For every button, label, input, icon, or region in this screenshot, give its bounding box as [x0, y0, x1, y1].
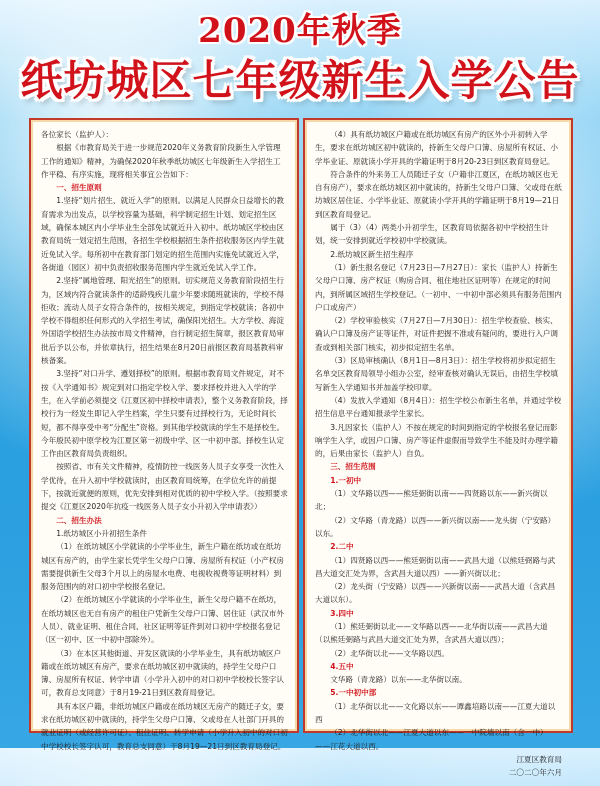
title-announcement: 纸坊城区七年级新生入学公告 — [20, 56, 580, 105]
procedure-step-2: （2）学校审验核实（7月27日—7月30日）：招生学校查验、核实、确认户口簿及房产证等证件，对证件把握不准或有疑问的，要进行入户调查或到相关部门核实，初步拟定招生名单。 — [315, 316, 558, 352]
school-title-yizhong-junior: 5.一中初中部 — [330, 688, 377, 698]
school-range: （2）文华路（青龙路）以西——新兴街以南——龙头街（宁安路）以东。 — [315, 515, 556, 538]
school-range: （1）四贤路以西——熊廷弼街以南——武昌大道（以熊廷弼路与武昌大道交汇处为界，含武昌大道以西）——新兴街以北； — [315, 555, 556, 578]
procedure-heading: 2.纸坊城区新生招生程序 — [330, 249, 414, 259]
intro-paragraph: 根据《市教育局关于进一步规范2020年义务教育阶段新生入学管理工作的通知》精神，为确保2020年秋季纸坊城区七年级新生入学招生工作平稳、有序实施，现将相关事宜公告如下： — [41, 143, 281, 179]
procedure-step-4: （4）发放入学通知（8月4日）：招生学校公布新生名单，并通过学校招生信息平台通知报录学生家长。 — [315, 395, 562, 419]
school-range: （2）北华街以北——文华路以西。 — [330, 648, 449, 658]
section-title-scope: 三、招生范围 — [330, 462, 376, 472]
signature-date: 二〇二〇年六月 — [508, 768, 562, 778]
school-range: （1）北华街以北——文化路以东——谭鑫培路以南——江夏大道以西 — [315, 701, 556, 725]
school-range: （1）熊廷弼街以北——文华路以西——北华街以南——武昌大道（以熊廷弼路与武昌大道交汇处为界，含武昌大道以西）； — [315, 621, 548, 645]
left-content-panel — [29, 118, 299, 751]
migrant-children-condition: 符合条件的外来务工人员随迁子女（户籍非江夏区，在纸坊城区也无自有房产），要求在纸坊城区初中就读的，持新生父母户口簿、父或母在纸坊城区居住证、小学毕业证、原就读小学开具的学籍证明于8月19—21日到区教育局登记。 — [315, 169, 562, 219]
school-range: 文华路（青龙路）以东——北华街以南。 — [330, 675, 467, 685]
school-range: （2）龙头街（宁安路）以西——兴新街以南——武昌大道（含武昌大道以东）。 — [315, 582, 556, 605]
school-title-wuzhong: 4.五中 — [330, 661, 354, 671]
arrangement-note: 属于（3）（4）两类小升初学生，区教育局依据各初中学校招生计划，统一安排到就近学校初中学校就读。 — [315, 223, 549, 246]
right-content-panel — [303, 118, 573, 778]
medical-staff-priority: 按照省、市有关文件精神，疫情防控一线医务人员子女享受一次性入学优待，在升入初中学校就读时，由区教育局统筹，在学位允许的前提下，按就近就便的原则，优先安排到相对优质的初中学校入学。（按照要求提交《江夏区2020年抗疫一线医务人员子女小升初入学申请表》） — [41, 462, 288, 512]
title-year-season: 2020年秋季 — [198, 11, 402, 51]
responsibility-note: 3.凡因家长（监护人）不按在规定的时间到指定的学校报名登记而影响学生入学，或因户口簿、房产等证件虚假而导致学生不能及时办理学籍的，后果由家长（监护人）自负。 — [315, 422, 558, 459]
condition-4: （4）具有纸坊城区户籍或在纸坊城区有房产的区外小升初转入学生，要求在纸坊城区初中就读的，持新生父母户口簿、房屋所有权证、小学毕业证、原就读小学开具的学籍证明于8月20-23日到区教育局登记。 — [315, 130, 558, 166]
greeting: 各位家长（监护人）： — [41, 130, 114, 139]
school-range: （1）文华路以西——熊廷弼街以南——四贤路以东——新兴街以北； — [315, 489, 548, 512]
school-title-erzhong: 2.二中 — [330, 542, 354, 552]
condition-1: （1）在纸坊城区小学就读的小学毕业生，新生户籍在纸坊或在纸坊城区有房产的，由学生家长凭学生父母户口簿、房屋所有权证（小产权房需要提供新生父母3个月以上的房屋水电费、电视收视费等证明材料）到服务范围内的对口初中学校报名登记。 — [41, 542, 284, 592]
school-range: （2）北华街以北——江夏大道以东——一中院墙以南（含一中）——江花大道以西。 — [315, 728, 548, 751]
principle-1: 1.坚持“划片招生、就近入学”的原则。以满足人民群众日益增长的教育需求为出发点，以学校容量为基础，科学制定招生计划、划定招生区域，确保本城区内小学毕业生全部免试就近升入初中。纸坊城区学校由区教育局统一划定招生范围，各招生学校根据招生条件招收服务区内学生就近免试入学。每所初中在教育部门划定的招生范围内实施免试就近入学，各街道（园区）初中负责招收服务范围内学生就近免试入学工作。 — [41, 196, 284, 272]
header — [0, 0, 600, 110]
condition-2: （2）在纸坊城区小学就读的小学毕业生，新生父母户籍不在纸坊，在纸坊城区也无自有房产的租住户凭新生父母户口簿、居住证（武汉市外人员）、就业证明、租住合同、社区证明等证件到对口初中学校报名登记（区一初中、区一中初中部除外）。 — [41, 595, 284, 645]
principle-3: 3.坚持“对口升学、遵划择校”的原则。根据市教育局文件规定，对不按《入学通知书》规定到对口指定学校入学、要求择校并进入入学的学生，在入学前必须提交《江夏区初中择校申请表》，整个义务教育阶段，择校行为一经发生即记入学生档案，学生只要有过择校行为，无论时间长短，都不得享受中考“分配生”资格。到其他学校就读的学生不是择校生。今年殷民初中原学校为江夏区第一初级中学、区一中初中部。择校生认定工作由区教育局负责组织。 — [41, 369, 288, 459]
principle-2: 2.坚持“属地管理、阳光招生”的原则。切实规范义务教育阶段招生行为，区域内符合就读条件的适龄残疾儿童少年要求随班就读的，学校不得拒收；流动人员子女符合条件的，按相关规定，到指定学校就读；各初中学校不得组织任何形式的入学招生考试，确保阳光招生。大方学校、海淀外国语学校招生办法按市局文件精神，自行制定招生简章，报区教育局审批后予以公布，并依章执行，招生结果在8月20日前报区教育局基教科审核备案。 — [41, 276, 284, 366]
section-title-principles: 一、招生原则 — [56, 183, 102, 193]
condition-3-extra: 具有本区户籍，非纸坊城区户籍或在纸坊城区无房产的随迁子女，要求在纸坊城区初中就读的，持学生父母户口簿、父或母在人社部门开具的就业证明（或经营许可证）、租住证明、转学申请（小学升入初中的对口初中学校校长签字认可，教育总支同意）于8月19—21日到区教育局登记。 — [41, 701, 288, 751]
school-title-yichuzhong: 1.一初中 — [330, 475, 362, 485]
school-title-sizhong: 3.四中 — [330, 608, 354, 618]
conditions-heading: 1.纸坊城区小升初招生条件 — [56, 528, 147, 538]
section-title-methods: 二、招生办法 — [56, 515, 102, 525]
condition-3: （3）在本区其他街道、开发区就读的小学毕业生，具有纸坊城区户籍或在纸坊城区有房产，要求在纸坊城区初中就读的，持学生父母户口簿、房屋所有权证、转学申请（小学升入初中的对口初中学校校长签字认可，教育总支同意）于8月19-21日到区教育局登记。 — [41, 648, 284, 698]
signature-org: 江夏区教育局 — [516, 754, 562, 764]
procedure-step-1: （1）新生报名登记（7月23日—7月27日）：家长（监护人）持新生父母户口簿、房产权证（购房合同、租住地社区证明等）在规定的时间内，到所属区域招生学校登记。（一初中、一中初中部必须具有服务范围内户口或房产） — [315, 262, 562, 312]
procedure-step-3: （3）区局审核确认（8月1日—8月3日）：招生学校将初步拟定招生名单交区教育局领导小组办公室，经审查核对确认无误后，由招生学校填写新生入学通知书并加盖学校印章。 — [315, 356, 558, 392]
